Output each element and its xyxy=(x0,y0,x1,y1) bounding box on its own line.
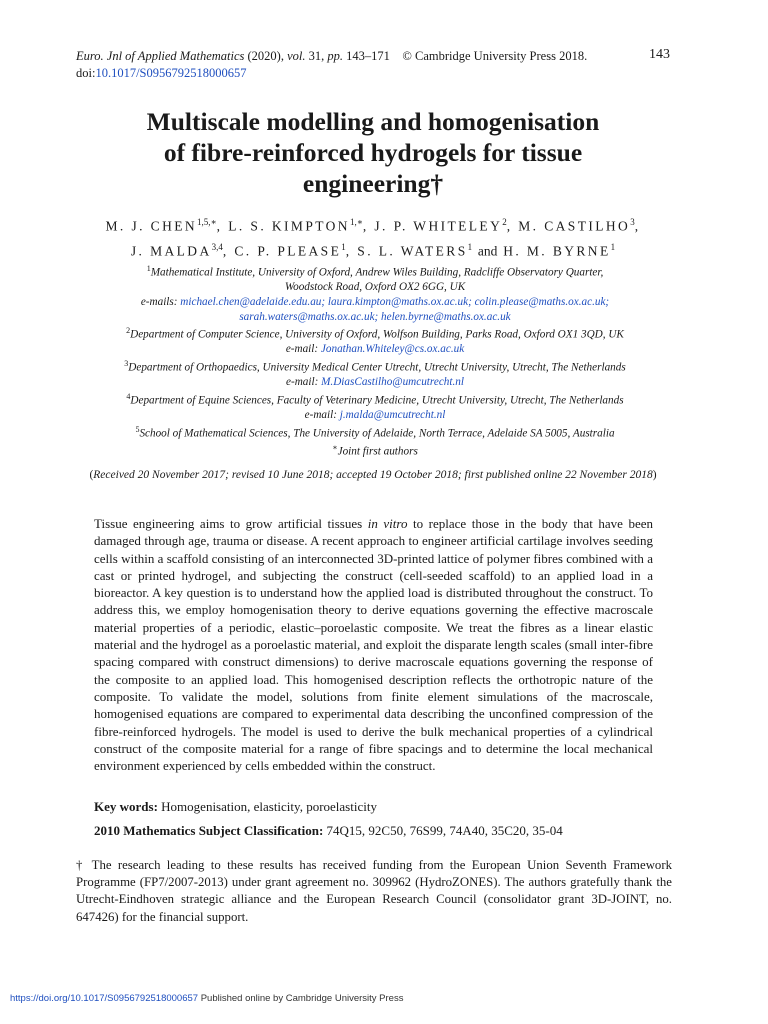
journal-citation xyxy=(76,48,587,65)
page-range: 143–171 xyxy=(343,49,390,63)
joint-text: Joint first authors xyxy=(337,445,418,458)
journal-header xyxy=(76,48,587,82)
author-please-sup: 1 xyxy=(341,241,346,252)
abstract-body: to replace those in the body that have been damaged through age, trauma or disease. A recent approach to engineer artificial cartilage involves seeding cells within a scaffold consisting of an interconnected 3D-printed lattice of polymer fibres combined with a cast or printed hydrogel, and subjecting the construct (cell-seeded scaffold) to an applied load in a bioreactor. A key question is to understand how the applied load is distributed throughout the construct. To address this, we employ homogenisation theory to derive equations governing the effective macroscale material properties of a periodic, elastic–poroelastic composite. We treat the fibres as a linear elastic material and the hydrogel as a poroelastic material, and exploit the disparate length scales (small inter-fibre spacing compared with construct dimensions) to derive macroscale equations governing the response of the composite to an applied load. This homogenised description reflects the orthotropic nature of the composite. To validate the model, solutions from finite element simulations of the macroscale, homogenised equations are compared to experimental data describing the unconfined compression of the fibre-reinforced hydrogels. The model is used to derive the bulk mechanical properties of a cylindrical construct of the composite material for a range of fibre spacings and to determine the local mechanical environment experienced by cells embedded within the construct. xyxy=(94,516,653,774)
title-line-3: engineering† xyxy=(302,169,444,198)
paper-title xyxy=(60,106,686,199)
affiliation-2-num: 2 xyxy=(126,326,131,336)
doi-line xyxy=(76,65,587,82)
email-label: e-mail: xyxy=(286,376,322,389)
paren-close: ) xyxy=(652,469,657,481)
affiliation-1-num: 1 xyxy=(146,264,151,273)
msc-classification xyxy=(94,823,674,839)
doi-link[interactable]: 10.1017/S0956792518000657 xyxy=(95,66,247,80)
published-by: Published online by Cambridge University Press xyxy=(198,993,404,1004)
author-chen: M. J. CHEN xyxy=(105,218,198,234)
author-and: and xyxy=(477,243,498,258)
affiliation-3 xyxy=(76,357,674,375)
email-link-malda[interactable]: j.malda@umcutrecht.nl xyxy=(339,409,446,422)
author-castilho: M. CASTILHO xyxy=(518,218,631,234)
affiliation-4-text: Department of Equine Sciences, Faculty of Veterinary Medicine, Utrecht University, Utrecht, The Netherlands xyxy=(130,394,624,407)
affiliation-1 xyxy=(76,262,674,280)
affiliation-1-line-1: Mathematical Institute, University of Oxford, Andrew Wiles Building, Radcliffe Observatory Quarter, xyxy=(150,266,604,279)
author-byrne: H. M. BYRNE xyxy=(503,243,611,258)
joint-first-authors-note xyxy=(76,441,674,459)
affiliation-5-text: School of Mathematical Sciences, The University of Adelaide, North Terrace, Adelaide SA 5005, Australia xyxy=(139,427,615,440)
title-line-2: of fibre-reinforced hydrogels for tissue xyxy=(163,138,583,167)
affiliation-5-num: 5 xyxy=(135,424,140,434)
email-label: e-mail: xyxy=(285,343,321,356)
funding-footnote: † The research leading to these results has received funding from the European Union Seventh Framework Programme (FP7/2007-2013) under grant agreement no. 309962 (HydroZONES). The authors gratefully thank the Utrecht-Eindhoven strategic alliance and the European Research Council (consolidator grant 3D-JOINT, no. 647426) for the financial support. xyxy=(76,858,672,924)
affiliations xyxy=(76,262,674,460)
affiliation-3-text: Department of Orthopaedics, University Medical Center Utrecht, Utrecht University, Utrecht, The Netherlands xyxy=(128,361,626,374)
received-text: Received 20 November 2017; revised 10 June 2018; accepted 19 October 2018; first published online 22 November 2018 xyxy=(93,469,653,481)
abstract-in-vitro: in vitro xyxy=(367,516,408,531)
author-line-1: M. J. $CHEN^{1,5,∗}$, L. S. $KIMPTON^{1,∗}$, J. P. WHITELEY$^2$, M. CASTILHO$^3$, xyxy=(105,217,641,234)
author-list xyxy=(70,212,676,261)
affiliation-3-num: 3 xyxy=(124,359,129,369)
msc-text: 74Q15, 92C50, 76S99, 74A40, 35C20, 35-04 xyxy=(323,823,563,838)
abstract-start: Tissue engineering aims to grow artificial tissues xyxy=(94,516,368,531)
author-waters-sup: 1 xyxy=(467,241,473,252)
vol-number: 31, xyxy=(305,49,328,63)
journal-name: Euro. Jnl of Applied Mathematics xyxy=(76,49,245,63)
affiliation-4-email xyxy=(76,408,674,423)
author-chen-sup: 1,5,∗ xyxy=(197,217,217,227)
author-castilho-sup: 3 xyxy=(630,217,635,227)
email-links-1[interactable]: michael.chen@adelaide.edu.au; laura.kimpton@maths.ox.ac.uk; colin.please@maths.ox.ac.uk; xyxy=(180,295,610,308)
affiliation-4 xyxy=(76,390,674,408)
author-whiteley: J. P. WHITELEY xyxy=(374,218,503,234)
author-line-2: J. MALDA$^{3,4}$, C. P. PLEASE$^1$, S. L. WATERS$^1$ and H. M. BYRNE$^1$ xyxy=(130,241,616,258)
abstract xyxy=(94,515,653,774)
paren-open: ( xyxy=(89,469,94,481)
msc-label: 2010 Mathematics Subject Classification: xyxy=(94,823,324,838)
affiliation-2-email xyxy=(76,342,674,357)
published-bar xyxy=(10,993,403,1004)
affiliation-2 xyxy=(76,324,674,342)
affiliation-3-email xyxy=(76,375,674,390)
vol-label: vol. xyxy=(287,49,306,63)
copyright-notice: © Cambridge University Press 2018. xyxy=(402,49,588,63)
emails-label: e-mails: xyxy=(140,295,181,308)
affiliation-1-emails xyxy=(76,295,674,310)
keywords xyxy=(94,799,674,815)
page-number: 143 xyxy=(649,47,670,62)
keywords-text: Homogenisation, elasticity, poroelasticity xyxy=(157,799,377,814)
affiliation-4-num: 4 xyxy=(126,391,131,401)
author-byrne-sup: 1 xyxy=(610,241,616,252)
author-waters: S. L. WATERS xyxy=(357,243,468,258)
doi-url-link[interactable]: https://doi.org/10.1017/S0956792518000657 xyxy=(10,993,199,1004)
email-label: e-mail: xyxy=(304,409,340,422)
title-line-1: Multiscale modelling and homogenisation xyxy=(146,107,600,136)
author-please: C. P. PLEASE xyxy=(234,243,342,258)
author-whiteley-sup: 2 xyxy=(502,217,507,227)
joint-sup: ∗ xyxy=(332,443,338,453)
affiliation-2-text: Department of Computer Science, University of Oxford, Wolfson Building, Parks Road, Oxford OX1 3QD, UK xyxy=(130,328,624,341)
author-malda: J. MALDA xyxy=(130,243,212,258)
keywords-label: Key words: xyxy=(94,799,158,814)
author-kimpton: L. S. KIMPTON xyxy=(228,218,350,234)
author-malda-sup: 3,4 xyxy=(211,241,223,252)
journal-year: (2020), xyxy=(247,49,288,63)
received-dates xyxy=(70,469,676,481)
affiliation-1-line-2: Woodstock Road, Oxford OX2 6GG, UK xyxy=(284,281,466,294)
email-link-castilho[interactable]: M.DiasCastilho@umcutrecht.nl xyxy=(321,376,464,389)
author-kimpton-sup: 1,∗ xyxy=(349,217,363,227)
pp-label: pp. xyxy=(327,49,343,63)
doi-prefix: doi: xyxy=(76,66,96,80)
email-links-2[interactable]: sarah.waters@maths.ox.ac.uk; helen.byrne@maths.ox.ac.uk xyxy=(239,310,511,323)
affiliation-5 xyxy=(76,423,674,441)
email-link-whiteley[interactable]: Jonathan.Whiteley@cs.ox.ac.uk xyxy=(320,343,465,356)
